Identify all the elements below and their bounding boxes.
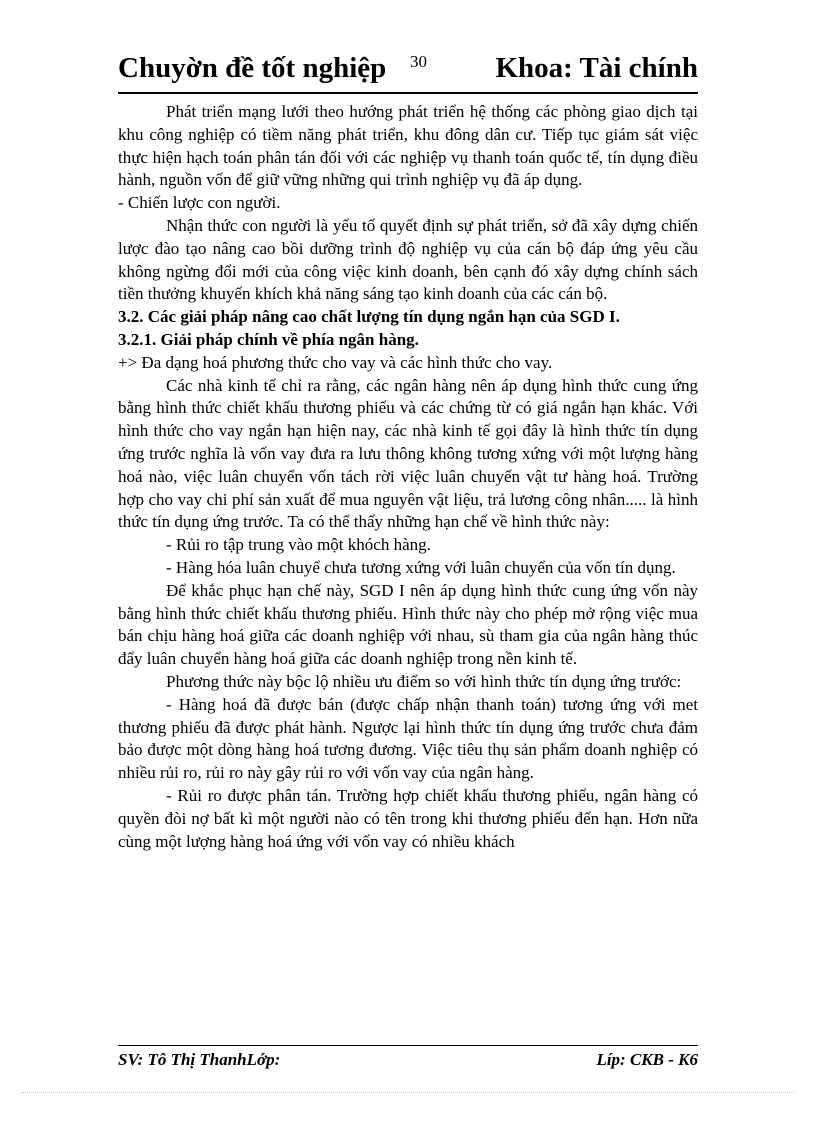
paragraph: +> Đa dạng hoá phương thức cho vay và các hình thức cho vay. [118,352,553,372]
footer-class: Líp: CKB - K6 [596,1050,698,1069]
footer-student: SV: Tô Thị ThanhLớp: [118,1050,281,1069]
page-footer [118,1050,698,1074]
paragraph: - Chiến lược con người. [118,193,281,213]
paragraph: Phương thức này bộc lộ nhiều ưu điểm so với hình thức tín dụng ứng trước: [166,671,682,691]
header-rule [118,92,698,94]
paragraph: Phát triển mạng lưới theo hướng phát triển hệ thống các phòng giao dịch tại khu công nghiệp có tiềm năng phát triển, khu đông dân cư. Tiếp tục giám sát việc thực hiện hạch toán phân tán đối với các nghiệp vụ thanh toán quốc tế, tín dụng điều hành, nguồn vốn để giữ vững những qui trình nghiệp vụ đã áp dụng. [118,102,698,190]
list-item: - Hàng hoá đã được bán (được chấp nhận thanh toán) tương ứng với met thương phiếu đã được phát hành. Ngược lại hình thức tín dụng ứng trước chưa đảm bảo được một dòng hàng hoá tương đương. Việc tiêu thụ sản phẩm doanh nghiệp có nhiều rủi ro, rủi ro này gây rủi ro với vốn vay của ngân hàng. [118,694,698,783]
body-text [118,101,698,853]
subsection-heading: 3.2.1. Giải pháp chính về phía ngân hàng. [118,329,419,349]
header-title: Chuyờn đề tốt nghiệp [118,52,387,84]
paragraph: Nhận thức con người là yếu tố quyết định sự phát triển, sở đã xây dựng chiến lược đào tạo nâng cao bồi dưỡng trình độ nghiệp vụ của cán bộ đáp ứng yêu cầu không ngừng đổi mới của công việc kinh doanh, bên cạnh đó xây dựng chính sách tiền thưởng khuyến khích khả năng sáng tạo kinh doanh của các cán bộ. [118,215,698,304]
paragraph: Các nhà kinh tế chỉ ra rằng, các ngân hàng nên áp dụng hình thức cung ứng bằng hình thức chiết khấu thương phiếu và các chứng từ có giá ngắn hạn khác. Với hình thức cho vay ngắn hạn hiện nay, các nhà kinh tế gọi đây là hình thức tín dụng ứng trước nghĩa là vốn vay đưa ra lưu thông không tương xứng với một lượng hàng hoá nào, việc luân chuyển vốn tách rời việc luân chuyển vật tư hàng hoá. Trường hợp cho vay chi phí sản xuất để mua nguyên vật liệu, trả lương công nhân..... là hình thức tín dụng ứng trước. Ta có thể thấy những hạn chế về hình thức này: [118,375,698,532]
page-number: 30 [410,52,427,71]
page-bottom-divider [22,1092,794,1093]
section-heading: 3.2. Các giải pháp nâng cao chất lượng tín dụng ngắn hạn của SGD I. [118,307,620,327]
footer-rule [118,1045,698,1046]
paragraph: Để khắc phục hạn chế này, SGD I nên áp dụng hình thức cung ứng vốn này bằng hình thức chiết khấu thương phiếu. Hình thức này cho phép mở rộng việc mua bán chịu hàng hoá giữa các doanh nghiệp với nhau, sù tham gia của ngân hàng thúc đẩy luân chuyển hàng hoá giữa các doanh nghiệp trong nền kinh tế. [118,580,698,669]
list-item: - Hàng hóa luân chuyể chưa tương xứng với luân chuyển của vốn tín dụng. [166,557,676,577]
list-item: - Rủi ro tập trung vào một khóch hàng. [166,535,431,555]
header-faculty: Khoa: Tài chính [495,52,698,84]
list-item: - Rủi ro được phân tán. Trường hợp chiết khấu thương phiếu, ngân hàng có quyền đòi nợ bất kì một người nào có tên trong khi thương phiếu đến hạn. Hơn nữa cùng một lượng hàng hoá ứng với vốn vay có nhiều khách [118,785,698,851]
page-header [118,48,698,92]
